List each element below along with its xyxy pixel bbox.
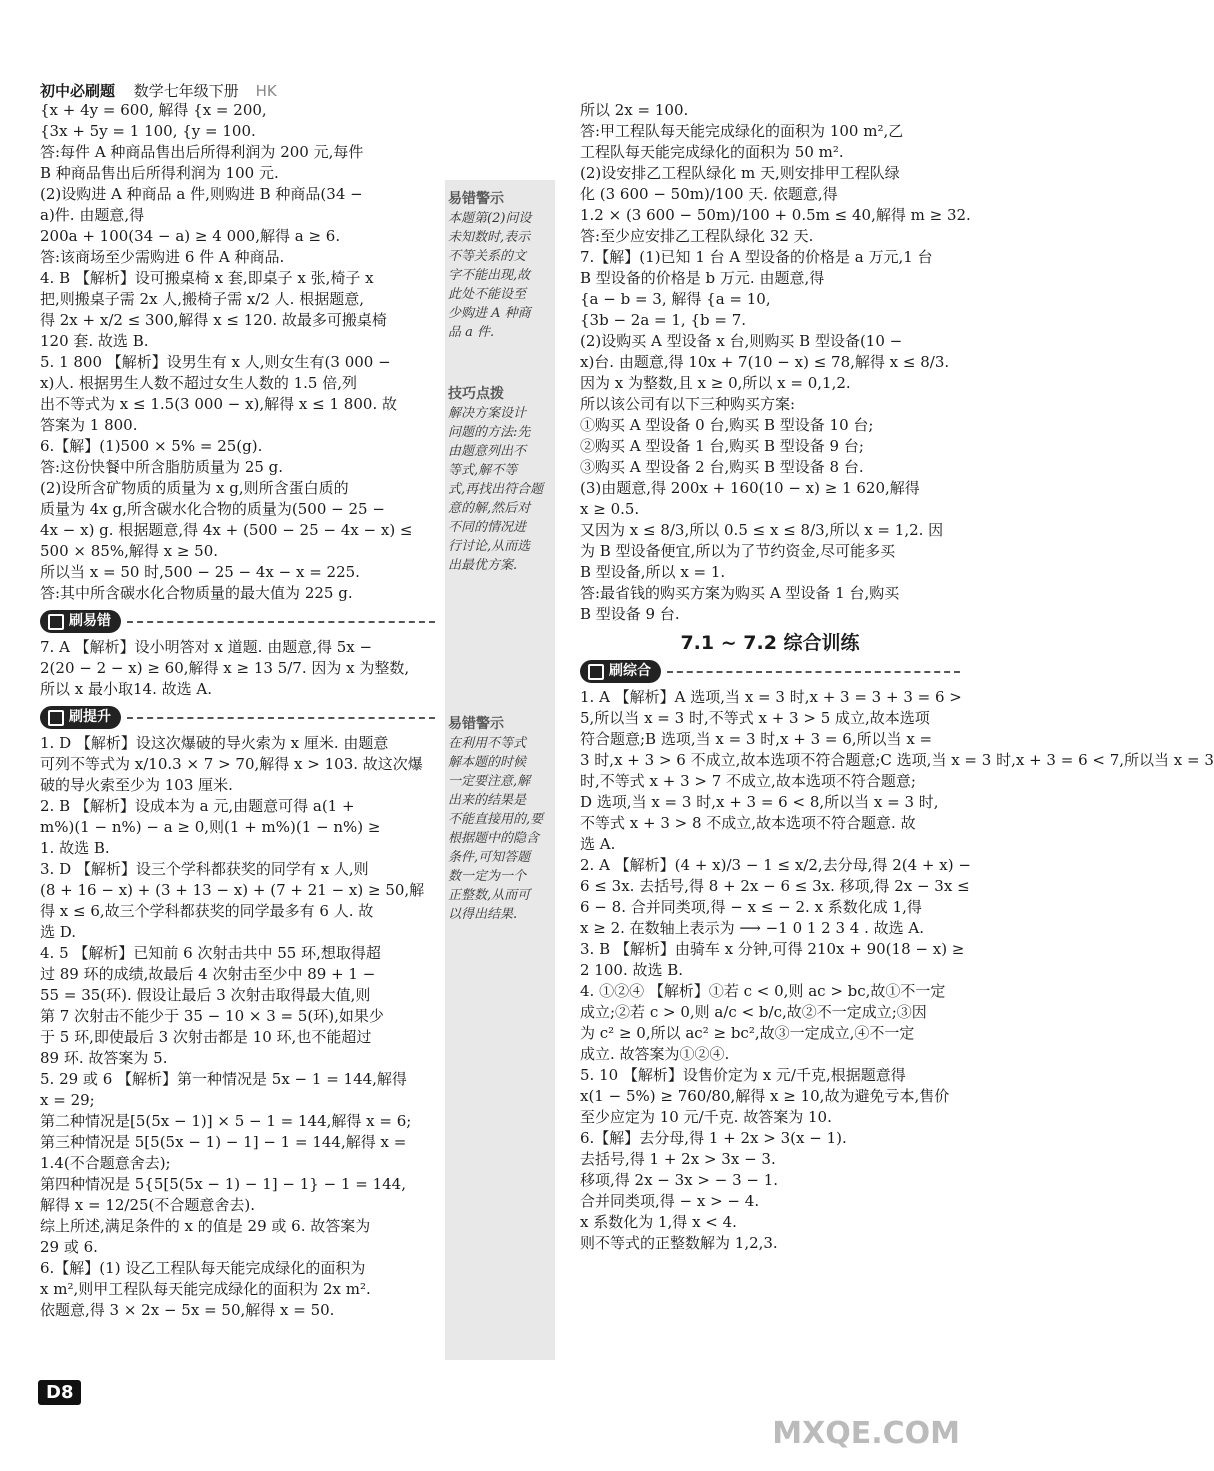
text-line: 3 时,x + 3 > 6 不成立,故本选项不符合题意;C 选项,当 x = 3 时,x + 3 = 6 < 7,所以当 x = 3 (580, 751, 1214, 769)
text-line: 出不等式为 x ≤ 1.5(3 000 − x),解得 x ≤ 1 800. 故 (40, 395, 397, 413)
sidebar-line: 本题第(2)问设 (448, 211, 532, 226)
text-line: x m²,则甲工程队每天能完成绿化的面积为 2x m². (40, 1280, 371, 1298)
text-line: 7. A 【解析】设小明答对 x 道题. 由题意,得 5x − (40, 638, 373, 656)
text-line: 为 c² ≥ 0,所以 ac² ≥ bc²,故③一定成立,④不一定 (580, 1024, 915, 1042)
text-line: 4. B 【解析】设可搬桌椅 x 套,即桌子 x 张,椅子 x (40, 269, 374, 287)
text-line: 5. 1 800 【解析】设男生有 x 人,则女生有(3 000 − (40, 353, 391, 371)
sidebar-line: 等式,解不等 (448, 463, 518, 478)
text-line: D 选项,当 x = 3 时,x + 3 = 6 < 8,所以当 x = 3 时, (580, 793, 939, 811)
text-line: 6 ≤ 3x. 去括号,得 8 + 2x − 6 ≤ 3x. 移项,得 2x − 3x ≤ (580, 877, 970, 895)
text-line: 答:这份快餐中所含脂肪质量为 25 g. (40, 458, 284, 476)
sidebar-line: 由题意列出不 (448, 444, 527, 459)
text-line: x)台. 由题意,得 10x + 7(10 − x) ≤ 78,解得 x ≤ 8/3. (580, 353, 950, 371)
text-line: 答:其中所含碳水化合物质量的最大值为 225 g. (40, 584, 353, 602)
text-line: 第二种情况是[5(5x − 1)] × 5 − 1 = 144,解得 x = 6; (40, 1112, 412, 1130)
text-line: (2)设购买 A 型设备 x 台,则购买 B 型设备(10 − (580, 332, 903, 350)
text-line: 选 A. (580, 835, 616, 853)
sidebar-line: 根据题中的隐含 (448, 831, 540, 846)
sidebar-line: 在利用不等式 (448, 736, 527, 751)
text-line: 6 − 8. 合并同类项,得 − x ≤ − 2. x 系数化成 1,得 (580, 898, 922, 916)
sidebar-line: 不同的情况进 (448, 520, 527, 535)
text-line: x ≥ 2. 在数轴上表示为 ⟶ −1 0 1 2 3 4 . 故选 A. (580, 919, 925, 937)
left-block-2 (40, 637, 435, 700)
text-line: 去括号,得 1 + 2x > 3x − 3. (580, 1150, 776, 1168)
text-line: 成立. 故答案为①②④. (580, 1045, 730, 1063)
text-line: x 系数化为 1,得 x < 4. (580, 1213, 737, 1231)
text-line: 答:最省钱的购买方案为购买 A 型设备 1 台,购买 (580, 584, 900, 602)
text-line: (8 + 16 − x) + (3 + 13 − x) + (7 + 21 − x) ≥ 50,解 (40, 881, 425, 899)
text-line: m%)(1 − n%) − a ≥ 0,则(1 + m%)(1 − n%) ≥ (40, 818, 381, 836)
text-line: 解得 x = 12/25(不合题意舍去). (40, 1196, 256, 1214)
text-line: 200a + 100(34 − a) ≥ 4 000,解得 a ≥ 6. (40, 227, 341, 245)
text-line: 成立;②若 c > 0,则 a/c < b/c,故②不一定成立;③因 (580, 1003, 927, 1021)
sidebar-note (448, 385, 552, 575)
text-line: 第四种情况是 5{5[5(5x − 1) − 1] − 1} − 1 = 144, (40, 1175, 406, 1193)
text-line: ①购买 A 型设备 0 台,购买 B 型设备 10 台; (580, 416, 874, 434)
left-block-3 (40, 733, 435, 1321)
text-line: 得 2x + x/2 ≤ 300,解得 x ≤ 120. 故最多可搬桌椅 (40, 311, 387, 329)
sidebar-line: 少购进 A 种商 (448, 306, 531, 321)
sidebar-note (448, 190, 552, 342)
text-line: 第三种情况是 5[5(5x − 1) − 1] − 1 = 144,解得 x = (40, 1133, 407, 1151)
right-block-1 (580, 100, 971, 625)
edition: HK (255, 82, 277, 100)
text-line: 因为 x 为整数,且 x ≥ 0,所以 x = 0,1,2. (580, 374, 851, 392)
text-line: 工程队每天能完成绿化的面积为 50 m². (580, 143, 844, 161)
sidebar-line: 一定要注意,解 (448, 774, 531, 789)
text-line: 答案为 1 800. (40, 416, 138, 434)
section-header: 刷易错 (40, 610, 435, 633)
text-line: 破的导火索至少为 103 厘米. (40, 776, 233, 794)
text-line: 答:每件 A 种商品售出后所得利润为 200 元,每件 (40, 143, 364, 161)
text-line: 4. ①②④ 【解析】①若 c < 0,则 ac > bc,故①不一定 (580, 982, 946, 1000)
text-line: 55 = 35(环). 假设让最后 3 次射击取得最大值,则 (40, 986, 371, 1004)
sidebar-line: 品 a 件. (448, 325, 495, 340)
text-line: 1.2 × (3 600 − 50m)/100 + 0.5m ≤ 40,解得 m ≥ 32. (580, 206, 971, 224)
text-line: 29 或 6. (40, 1238, 98, 1256)
text-line: 化 (3 600 − 50m)/100 天. 依题意,得 (580, 185, 838, 203)
text-line: 所以 x 最小取14. 故选 A. (40, 680, 212, 698)
right-block-2 (580, 687, 1214, 1254)
text-line: 质量为 4x g,所含碳水化合物的质量为(500 − 25 − (40, 500, 385, 518)
text-line: {3x + 5y = 1 100, {y = 100. (40, 122, 256, 140)
text-line: 5,所以当 x = 3 时,不等式 x + 3 > 5 成立,故本选项 (580, 709, 930, 727)
sidebar-line: 条件,可知答题 (448, 850, 531, 865)
right-column (580, 100, 1214, 1254)
text-line: (2)设所含矿物质的质量为 x g,则所含蛋白质的 (40, 479, 349, 497)
text-line: 1.4(不合题意舍去); (40, 1154, 171, 1172)
text-line: 第 7 次射击不能少于 35 − 10 × 3 = 5(环),如果少 (40, 1007, 384, 1025)
pencil-icon (48, 710, 64, 726)
text-line: 所以 2x = 100. (580, 101, 689, 119)
sidebar-line: 问题的方法:先 (448, 425, 531, 440)
text-line: 1. A 【解析】A 选项,当 x = 3 时,x + 3 = 3 + 3 = 6 > (580, 688, 962, 706)
text-line: (3)由题意,得 200x + 160(10 − x) ≥ 1 620,解得 (580, 479, 920, 497)
sidebar-heading: 技巧点拨 (448, 386, 504, 402)
sidebar-heading: 易错警示 (448, 716, 504, 732)
watermark: MXQE.COM (772, 1416, 960, 1451)
sidebar-line: 字不能出现,故 (448, 268, 531, 283)
text-line: B 种商品售出后所得利润为 100 元. (40, 164, 279, 182)
text-line: ②购买 A 型设备 1 台,购买 B 型设备 9 台; (580, 437, 864, 455)
text-line: 2 100. 故选 B. (580, 961, 684, 979)
text-line: 2. B 【解析】设成本为 a 元,由题意可得 a(1 + (40, 797, 355, 815)
text-line: 符合题意;B 选项,当 x = 3 时,x + 3 = 6,所以当 x = (580, 730, 933, 748)
text-line: 又因为 x ≤ 8/3,所以 0.5 ≤ x ≤ 8/3,所以 x = 1,2. 因 (580, 521, 944, 539)
text-line: 得 x ≤ 6,故三个学科都获奖的同学最多有 6 人. 故 (40, 902, 374, 920)
subject: 数学七年级下册 (133, 82, 239, 100)
page-number: D8 (38, 1380, 81, 1405)
text-line: B 型设备,所以 x = 1. (580, 563, 726, 581)
sidebar-line: 不等关系的文 (448, 249, 527, 264)
text-line: 4x − x) g. 根据题意,得 4x + (500 − 25 − 4x − x) ≤ (40, 521, 413, 539)
text-line: 选 D. (40, 923, 77, 941)
text-line: 2(20 − 2 − x) ≥ 60,解得 x ≥ 13 5/7. 因为 x 为整数, (40, 659, 410, 677)
text-line: 6.【解】去分母,得 1 + 2x > 3(x − 1). (580, 1129, 847, 1147)
text-line: 于 5 环,即使最后 3 次射击都是 10 环,也不能超过 (40, 1028, 372, 1046)
section-title: 7.1 ~ 7.2 综合训练 (680, 632, 860, 654)
text-line: 3. D 【解析】设三个学科都获奖的同学有 x 人,则 (40, 860, 369, 878)
text-line: 1. 故选 B. (40, 839, 110, 857)
pencil-icon (48, 614, 64, 630)
text-line: x)人. 根据男生人数不超过女生人数的 1.5 倍,列 (40, 374, 358, 392)
sidebar-line: 式,再找出符合题 (448, 482, 544, 497)
text-line: x ≥ 0.5. (580, 500, 640, 518)
text-line: {3b − 2a = 1, {b = 7. (580, 311, 747, 329)
left-block-1 (40, 100, 435, 604)
text-line: 把,则搬桌子需 2x 人,搬椅子需 x/2 人. 根据题意, (40, 290, 364, 308)
text-line: 3. B 【解析】由骑车 x 分钟,可得 210x + 90(18 − x) ≥ (580, 940, 965, 958)
sidebar-note (448, 715, 552, 924)
text-line: 答:该商场至少需购进 6 件 A 种商品. (40, 248, 285, 266)
text-line: 为 B 型设备便宜,所以为了节约资金,尽可能多买 (580, 542, 896, 560)
text-line: 7.【解】(1)已知 1 台 A 型设备的价格是 a 万元,1 台 (580, 248, 933, 266)
text-line: B 型设备的价格是 b 万元. 由题意,得 (580, 269, 825, 287)
pencil-icon (588, 664, 604, 680)
sidebar-line: 出来的结果是 (448, 793, 527, 808)
text-line: 5. 10 【解析】设售价定为 x 元/千克,根据题意得 (580, 1066, 906, 1084)
book-title: 初中必刷题 (40, 82, 116, 100)
sidebar-line: 此处不能设至 (448, 287, 527, 302)
text-line: 则不等式的正整数解为 1,2,3. (580, 1234, 778, 1252)
text-line: 至少应定为 10 元/千克. 故答案为 10. (580, 1108, 832, 1126)
text-line: 5. 29 或 6 【解析】第一种情况是 5x − 1 = 144,解得 (40, 1070, 407, 1088)
text-line: 120 套. 故选 B. (40, 332, 149, 350)
text-line: 不等式 x + 3 > 8 不成立,故本选项不符合题意. 故 (580, 814, 916, 832)
text-line: x(1 − 5%) ≥ 760/80,解得 x ≥ 10,故为避免亏本,售价 (580, 1087, 950, 1105)
text-line: 合并同类项,得 − x > − 4. (580, 1192, 760, 1210)
text-line: 答:至少应安排乙工程队绿化 32 天. (580, 227, 814, 245)
sidebar-heading: 易错警示 (448, 191, 504, 207)
text-line: 4. 5 【解析】已知前 6 次射击共中 55 环,想取得超 (40, 944, 381, 962)
text-line: (2)设安排乙工程队绿化 m 天,则安排甲工程队绿 (580, 164, 900, 182)
text-line: {x + 4y = 600, 解得 {x = 200, (40, 101, 267, 119)
sidebar-line: 出最优方案. (448, 558, 518, 573)
text-line: 89 环. 故答案为 5. (40, 1049, 168, 1067)
sidebar-line: 不能直接用的,要 (448, 812, 544, 827)
text-line: (2)设购进 A 种商品 a 件,则购进 B 种商品(34 − (40, 185, 363, 203)
text-line: 所以当 x = 50 时,500 − 25 − 4x − x = 225. (40, 563, 360, 581)
text-line: 移项,得 2x − 3x > − 3 − 1. (580, 1171, 779, 1189)
sidebar-line: 未知数时,表示 (448, 230, 531, 245)
sidebar-line: 行讨论,从而选 (448, 539, 531, 554)
text-line: 500 × 85%,解得 x ≥ 50. (40, 542, 219, 560)
text-line: {a − b = 3, 解得 {a = 10, (580, 290, 771, 308)
text-line: 6.【解】(1)500 × 5% = 25(g). (40, 437, 263, 455)
sidebar-line: 数一定为一个 (448, 869, 527, 884)
text-line: 所以该公司有以下三种购买方案: (580, 395, 796, 413)
text-line: 答:甲工程队每天能完成绿化的面积为 100 m²,乙 (580, 122, 904, 140)
sidebar-line: 正整数,从而可 (448, 888, 531, 903)
text-line: x = 29; (40, 1091, 95, 1109)
page-header (40, 80, 277, 101)
text-line: a)件. 由题意,得 (40, 206, 145, 224)
sidebar-line: 解本题的时候 (448, 755, 527, 770)
text-line: 依题意,得 3 × 2x − 5x = 50,解得 x = 50. (40, 1301, 335, 1319)
section-header: 刷提升 (40, 706, 435, 729)
text-line: ③购买 A 型设备 2 台,购买 B 型设备 8 台. (580, 458, 864, 476)
sidebar-line: 意的解,然后对 (448, 501, 531, 516)
text-line: B 型设备 9 台. (580, 605, 680, 623)
text-line: 综上所述,满足条件的 x 的值是 29 或 6. 故答案为 (40, 1217, 371, 1235)
text-line: 过 89 环的成绩,故最后 4 次射击至少中 89 + 1 − (40, 965, 376, 983)
text-line: 6.【解】(1) 设乙工程队每天能完成绿化的面积为 (40, 1259, 366, 1277)
text-line: 时,不等式 x + 3 > 7 不成立,故本选项不符合题意; (580, 772, 916, 790)
text-line: 2. A 【解析】(4 + x)/3 − 1 ≤ x/2,去分母,得 2(4 + x) − (580, 856, 971, 874)
sidebar-line: 以得出结果. (448, 907, 518, 922)
sidebar-line: 解决方案设计 (448, 406, 527, 421)
left-column (40, 100, 435, 1321)
text-line: 可列不等式为 x/10.3 × 7 > 70,解得 x > 103. 故这次爆 (40, 755, 423, 773)
section-header: 刷综合 (580, 660, 960, 683)
text-line: 1. D 【解析】设这次爆破的导火索为 x 厘米. 由题意 (40, 734, 389, 752)
